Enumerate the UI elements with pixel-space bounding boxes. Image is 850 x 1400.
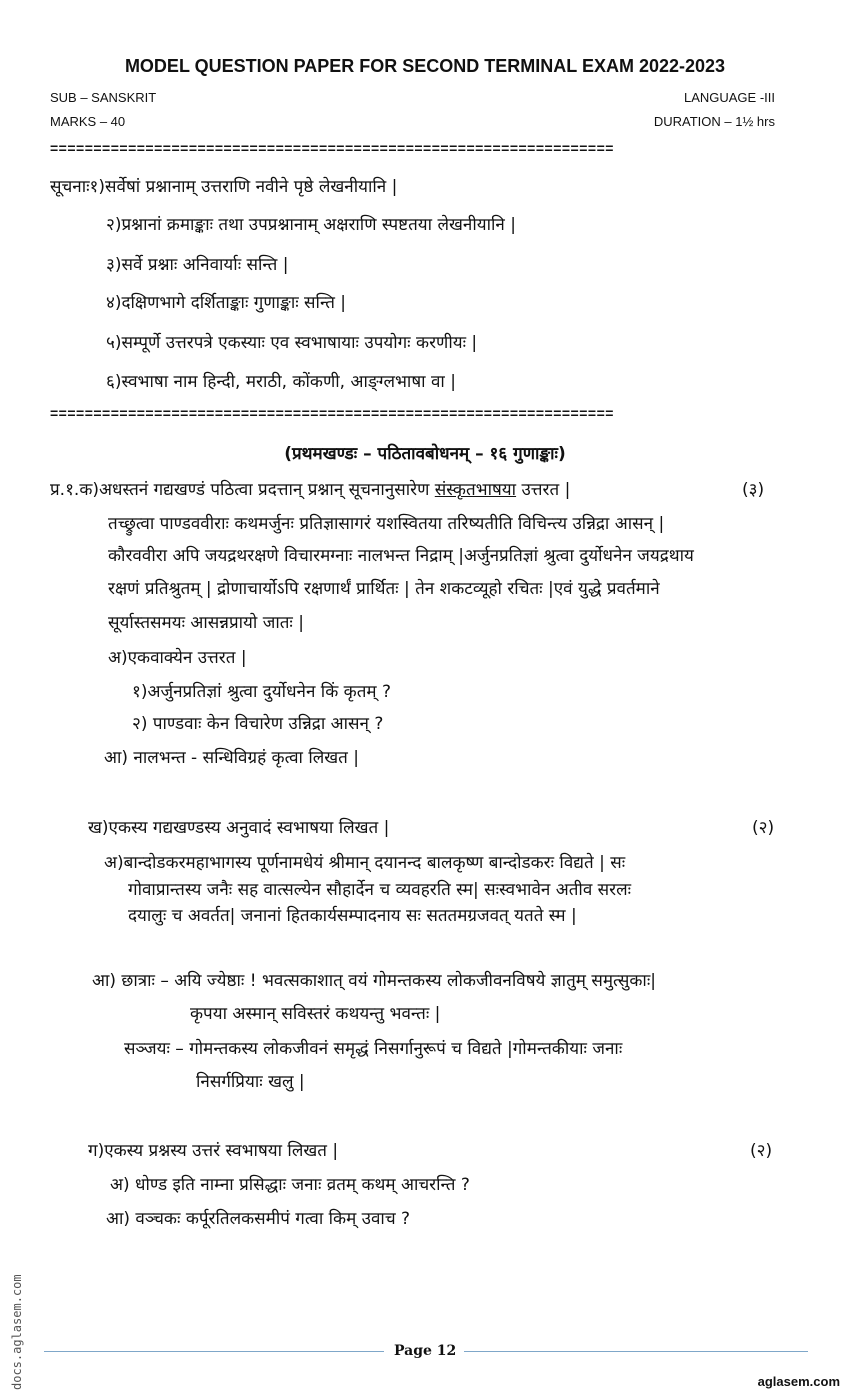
subquestion-c-a: अ) धोण्ड इति नाम्ना प्रसिद्धाः जनाः व्रतम् कथम् आचरन्ति ? [110, 1175, 470, 1195]
translation-a-line-3: दयालुः च अवर्तत| जनानां हितकार्यसम्पादनाय सः सततमग्रजवत् यतते स्म | [128, 906, 577, 926]
question-1c-label: ग)एकस्य प्रश्नस्य उत्तरं स्वभाषया लिखत | [88, 1141, 339, 1161]
marks-label: MARKS – 40 [50, 114, 126, 129]
instruction-4: ४)दक्षिणभागे दर्शिताङ्काः गुणाङ्काः सन्ति | [106, 293, 347, 313]
brand-watermark: aglasem.com [757, 1374, 840, 1389]
question-1b-marks: (२) [752, 818, 775, 838]
translation-a-line-2: गोवाप्रान्तस्य जनैः सह वात्सल्येन सौहार्देन च व्यवहरति स्म| सःस्वभावेन अतीव सरलः [128, 880, 632, 900]
language-label: LANGUAGE -III [683, 90, 775, 105]
instruction-6: ६)स्वभाषा नाम हिन्दी, मराठी, कोंकणी, आङ्ग्लभाषा वा | [106, 372, 456, 392]
duration-label: DURATION – 1½ hrs [653, 114, 775, 129]
translation-a-line-1: अ)बान्दोडकरमहाभागस्य पूर्णनामधेयं श्रीमान् दयानन्द बालकृष्ण बान्दोडकरः विद्यते | सः [104, 853, 626, 873]
paper-title: MODEL QUESTION PAPER FOR SECOND TERMINAL EXAM 2022-2023 [124, 56, 726, 76]
translation-aa-line-3: सञ्जयः – गोमन्तकस्य लोकजीवनं समृद्धं निसर्गानुरूपं च विद्यते |गोमन्तकीयाः जनाः [124, 1039, 623, 1059]
instruction-3: ३)सर्वे प्रश्नाः अनिवार्याः सन्ति | [106, 255, 289, 275]
subquestion-a-2: २) पाण्डवाः केन विचारेण उन्निद्रा आसन् ? [132, 714, 384, 734]
footer-line-left [44, 1351, 384, 1352]
translation-aa-line-2: कृपया अस्मान् सविस्तरं कथयन्तु भवन्तः | [190, 1004, 441, 1024]
divider-bottom: ================================================================= [50, 405, 614, 421]
subquestion-a-1: १)अर्जुनप्रतिज्ञां श्रुत्वा दुर्योधनेन किं कृतम् ? [132, 682, 391, 702]
subquestion-aa: आ) नालभन्त - सन्धिविग्रहं कृत्वा लिखत | [104, 748, 360, 768]
divider-top: ================================================================= [50, 140, 614, 156]
subject-label: SUB – SANSKRIT [50, 90, 157, 105]
instruction-1: सूचनाः१)सर्वेषां प्रश्नानाम् उत्तराणि नवीने पृष्ठे लेखनीयानि | [50, 177, 398, 197]
translation-aa-line-1: आ) छात्राः – अयि ज्येष्ठाः ! भवत्सकाशात् वयं गोमन्तकस्य लोकजीवनविषये ज्ञातुम् समुत्सुकाः| [92, 971, 656, 991]
section-heading: (प्रथमखण्डः – पठितावबोधनम् – १६ गुणाङ्काः) [284, 444, 566, 464]
footer-line-right [464, 1351, 808, 1352]
page-number: Page 12 [394, 1343, 457, 1359]
instruction-2: २)प्रश्नानां क्रमाङ्काः तथा उपप्रश्नानाम् अक्षराणि स्पष्टतया लेखनीयानि | [106, 215, 516, 235]
passage-line-2: कौरववीरा अपि जयद्रथरक्षणे विचारमग्नाः नालभन्त निद्राम् |अर्जुनप्रतिज्ञां श्रुत्वा दुर्योधनेन जयद्रथाय [108, 546, 694, 566]
question-1b-label: ख)एकस्य गद्यखण्डस्य अनुवादं स्वभाषया लिखत | [88, 818, 390, 838]
translation-aa-line-4: निसर्गप्रियाः खलु | [196, 1072, 305, 1092]
question-1c-marks: (२) [750, 1141, 773, 1161]
passage-line-1: तच्छ्रुत्वा पाण्डववीराः कथमर्जुनः प्रतिज्ञासागरं यशस्वितया तरिष्यतीति विचिन्त्य उन्निद्रा आसन् | [108, 514, 665, 534]
passage-line-3: रक्षणं प्रतिश्रुतम् | द्रोणाचार्योऽपि रक्षणार्थं प्रार्थितः | तेन शकटव्यूहो रचितः |एवं युद्धे प्रवर्तमाने [108, 579, 660, 599]
question-1a-label: प्र.१.क)अधस्तनं गद्यखण्डं पठित्वा प्रदत्तान् प्रश्नान् सूचनानुसारेण संस्कृतभाषया उत्तरत | [50, 480, 571, 500]
side-watermark: docs.aglasem.com [10, 1274, 24, 1390]
question-1a-marks: (३) [742, 480, 765, 500]
passage-line-4: सूर्यास्तसमयः आसन्नप्रायो जातः | [108, 613, 304, 633]
subquestion-a: अ)एकवाक्येन उत्तरत | [108, 648, 247, 668]
subquestion-c-aa: आ) वञ्चकः कर्पूरतिलकसमीपं गत्वा किम् उवाच ? [106, 1209, 411, 1229]
instruction-5: ५)सम्पूर्णे उत्तरपत्रे एकस्याः एव स्वभाषायाः उपयोगः करणीयः | [106, 333, 478, 353]
